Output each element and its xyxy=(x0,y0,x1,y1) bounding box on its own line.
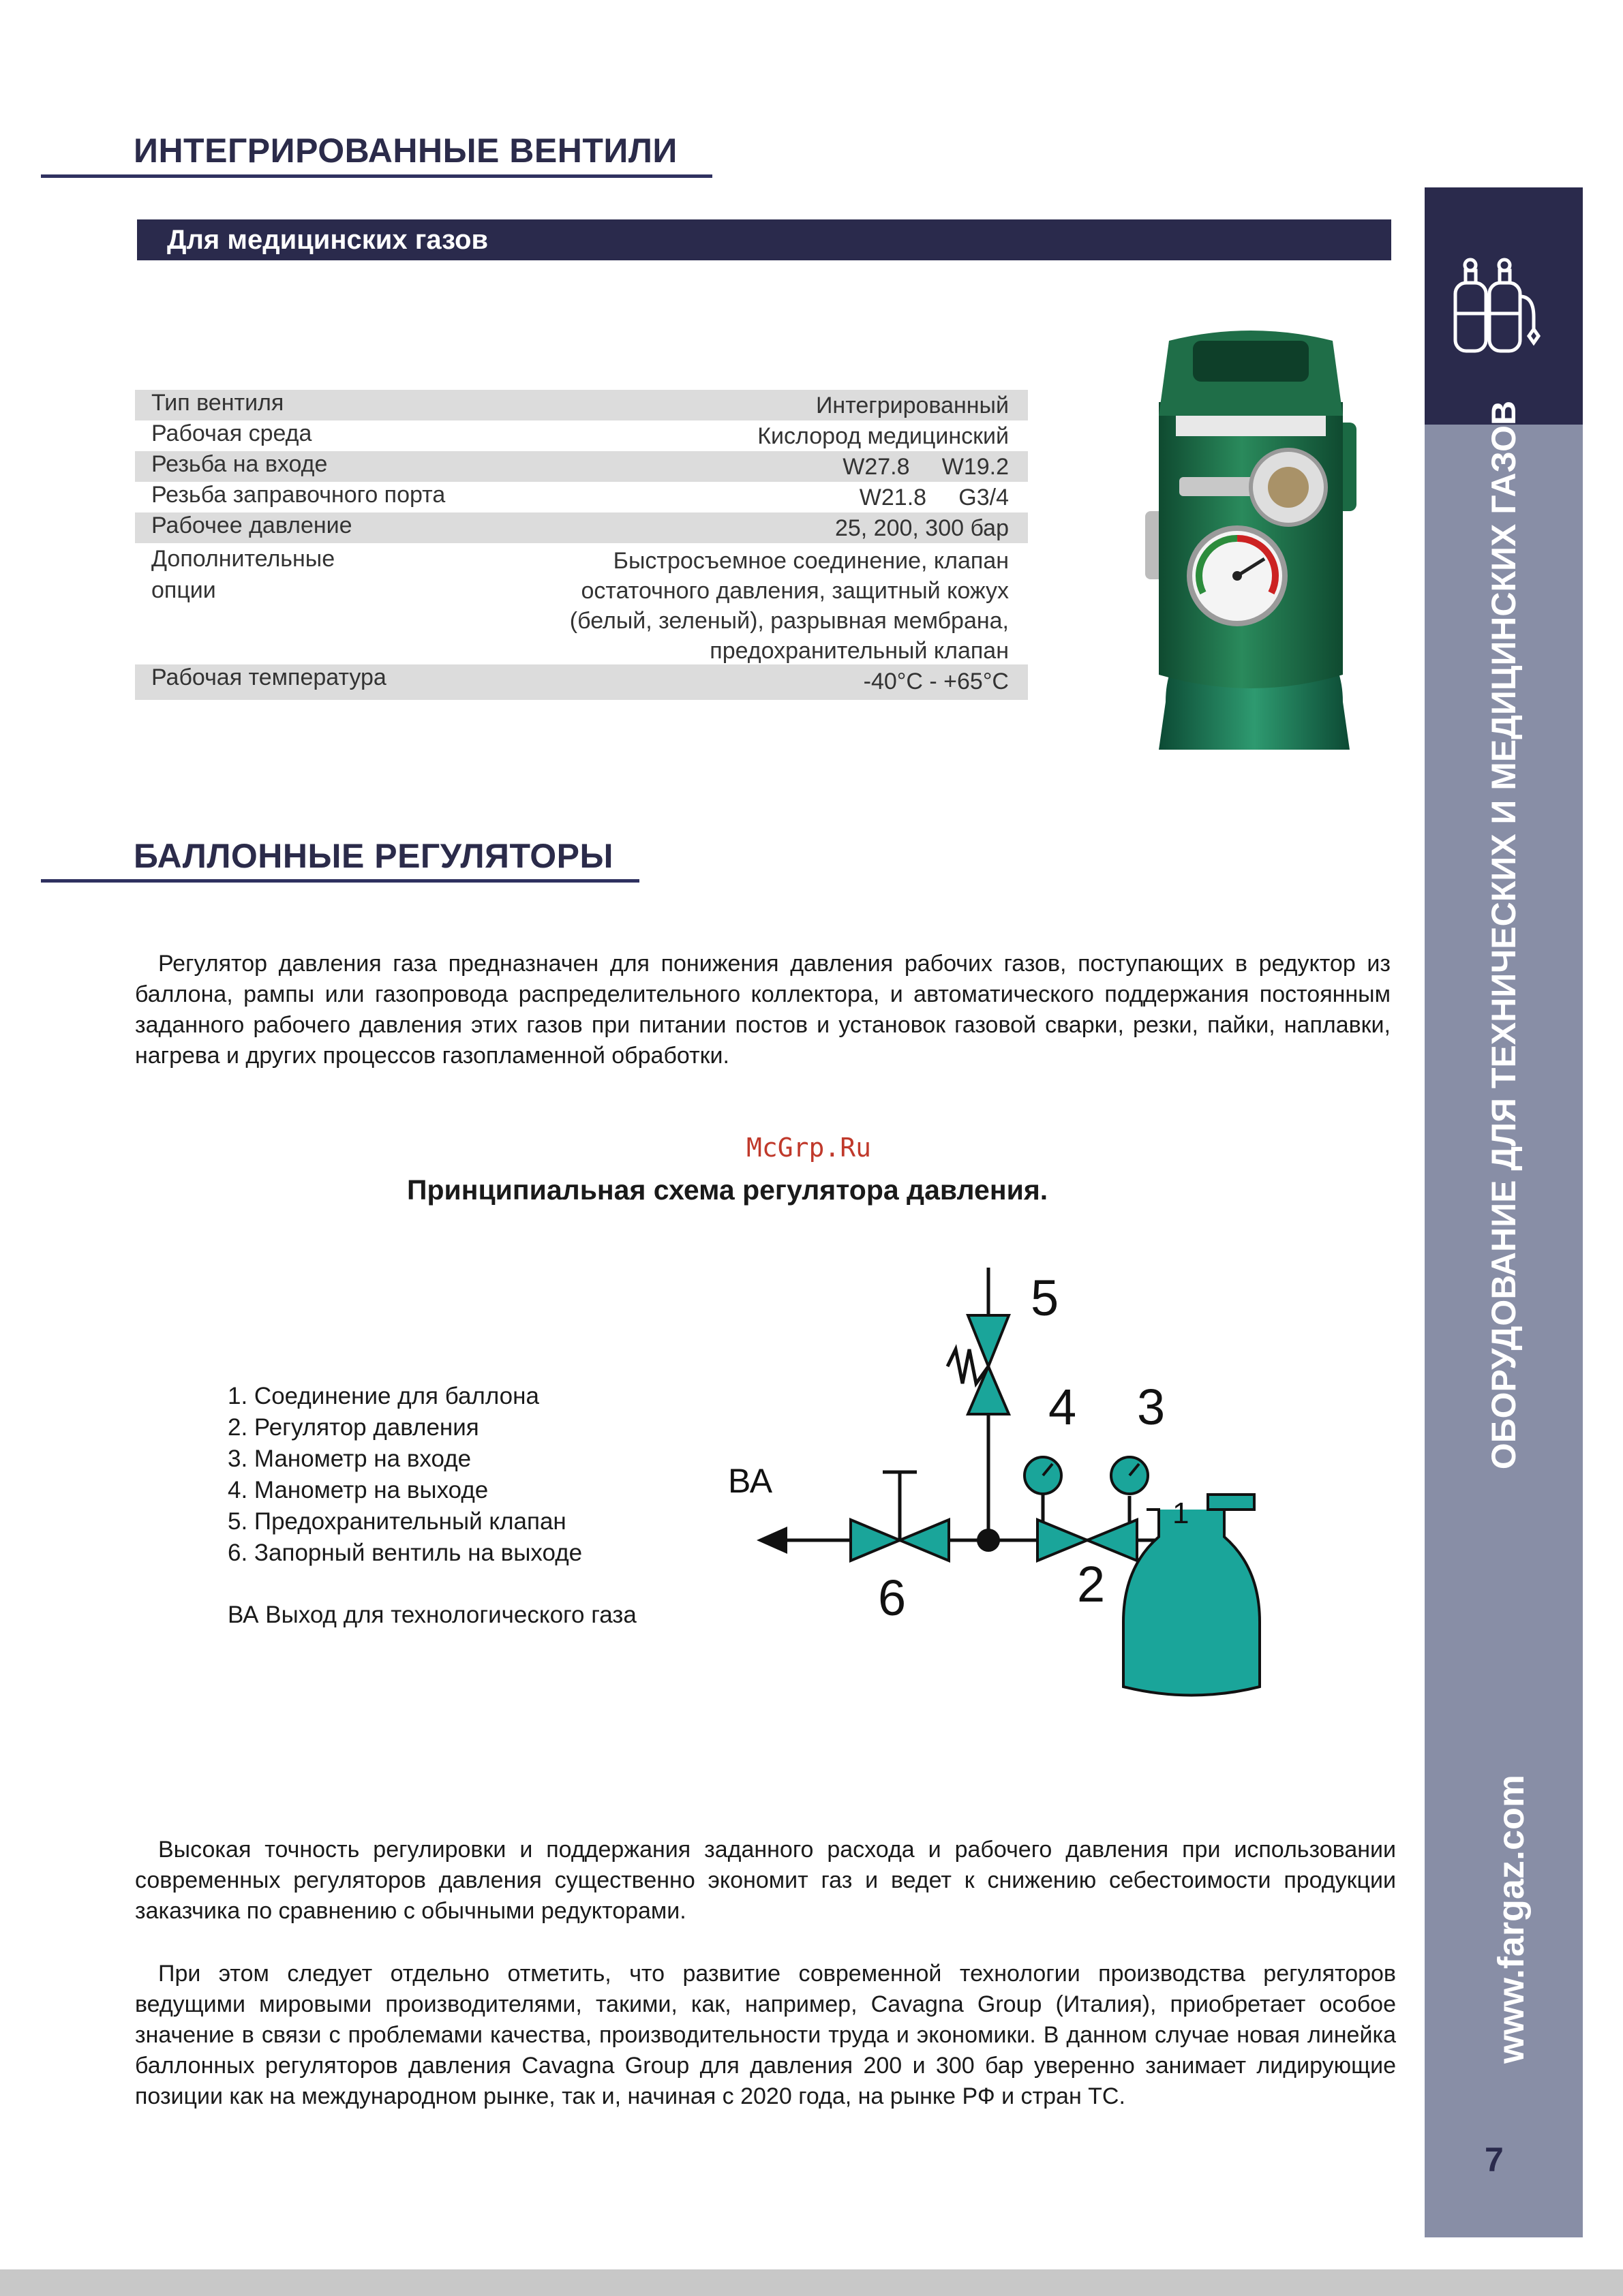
title-underline xyxy=(41,174,712,178)
valve-6-left xyxy=(851,1520,900,1561)
label-3: 3 xyxy=(1137,1379,1166,1435)
paragraph-text: Высокая точность регулировки и поддержания заданного расхода и рабочего давления при использовании современных регуляторов давления существенно экономит газ и ведет к снижению себестоимости продукции заказчика по сравнению с обычными редукторами. xyxy=(135,1837,1396,1924)
page-number: 7 xyxy=(1485,2141,1504,2179)
spec-value: -40°C - +65°C xyxy=(863,669,1009,694)
regulator-2-right xyxy=(1087,1520,1137,1561)
spec-value xyxy=(570,546,1009,666)
label-5: 5 xyxy=(1031,1270,1059,1326)
spec-row xyxy=(135,543,1028,664)
label-ba: ВА xyxy=(728,1462,773,1500)
spec-label-line: опции xyxy=(151,577,216,603)
label-6: 6 xyxy=(878,1570,907,1626)
spec-value-line: (белый, зеленый), разрывная мембрана, xyxy=(569,608,1009,634)
watermark: McGrp.Ru xyxy=(746,1133,872,1163)
spec-value-line: предохранительный клапан xyxy=(710,638,1009,664)
spec-row xyxy=(135,482,1028,512)
spec-row xyxy=(135,390,1028,420)
spec-label xyxy=(151,543,335,606)
spec-label: Резьба заправочного порта xyxy=(151,482,446,508)
intro-paragraph xyxy=(135,949,1391,1071)
pipe-junction xyxy=(977,1529,1000,1552)
legend-item: 5. Предохранительный клапан xyxy=(228,1508,566,1535)
section-title-valves: ИНТЕГРИРОВАННЫЕ ВЕНТИЛИ xyxy=(134,132,678,170)
gas-cylinder xyxy=(1123,1510,1260,1696)
spec-value: Кислород медицинский xyxy=(757,423,1009,449)
label-2: 2 xyxy=(1077,1556,1106,1612)
paragraph-cavagna xyxy=(135,1959,1396,2112)
spec-row xyxy=(135,512,1028,543)
legend-item: 6. Запорный вентиль на выходе xyxy=(228,1540,583,1566)
cylinder-cap xyxy=(1208,1495,1254,1510)
spec-row xyxy=(135,420,1028,451)
intro-text: Регулятор давления газа предназначен для понижения давления рабочих газов, поступающих в редуктор из баллона, рампы или газопровода распределительного коллектора, и автоматического поддержания постоянным заданного рабочего давления этих газов при питании постов и установок газовой сварки, резки, пайки, наплавки, нагрева и других процессов газопламенной обработки. xyxy=(135,951,1391,1069)
spec-label: Рабочая среда xyxy=(151,420,312,446)
spec-label: Резьба на входе xyxy=(151,451,328,477)
gas-cylinders-icon xyxy=(1445,256,1547,358)
label-1: 1 xyxy=(1172,1497,1189,1530)
legend-item: 2. Регулятор давления xyxy=(228,1414,479,1441)
legend-item: 3. Манометр на входе xyxy=(228,1445,472,1472)
label-4: 4 xyxy=(1048,1379,1077,1435)
diagram-title: Принципиальная схема регулятора давления. xyxy=(407,1174,1048,1206)
legend-item-ba: ВА Выход для технологического газа xyxy=(228,1602,637,1628)
spec-row xyxy=(135,664,1028,700)
valve-6-right xyxy=(900,1520,949,1561)
spec-value: W21.8 G3/4 xyxy=(859,485,1009,510)
safety-valve-5-top xyxy=(968,1315,1009,1366)
spec-value: Интегрированный xyxy=(815,393,1009,418)
spec-row xyxy=(135,451,1028,482)
integrated-valve-image xyxy=(1118,320,1377,750)
page-bottom-rule xyxy=(0,2269,1623,2296)
spec-label: Тип вентиля xyxy=(151,390,284,416)
spec-label-line: Дополнительные xyxy=(151,546,335,572)
legend-item: 1. Соединение для баллона xyxy=(228,1383,539,1409)
paragraph-text: При этом следует отдельно отметить, что развитие современной технологии производства регуляторов ведущими мировыми производителями, такими, как, например, Cavagna Group (Италия), приобретает особое значение в связи с проблемами качества, производительности труда и экономики. В данном случае новая линейка баллонных регуляторов давления Cavagna Group для давления 200 и 300 бар уверенно занимает лидирующие позиции как на международном рынке, так и, начиная с 2020 года, на рынке РФ и стран ТС. xyxy=(135,1961,1396,2109)
spec-value: W27.8 W19.2 xyxy=(843,454,1009,480)
regulator-schematic xyxy=(723,1268,1322,1731)
section-title-regulators: БАЛЛОННЫЕ РЕГУЛЯТОРЫ xyxy=(134,837,613,875)
spec-label: Рабочая температура xyxy=(151,664,386,690)
outlet-arrow xyxy=(757,1527,787,1554)
title-underline xyxy=(41,879,639,883)
spec-value-line: Быстросъемное соединение, клапан xyxy=(613,548,1009,574)
paragraph-accuracy xyxy=(135,1835,1396,1927)
spec-value-line: остаточного давления, защитный кожух xyxy=(581,578,1009,604)
sidebar-title: ОБОРУДОВАНИЕ ДЛЯ ТЕХНИЧЕСКИХ И МЕДИЦИНСКИХ ГАЗОВ xyxy=(1485,400,1523,1470)
spec-value: 25, 200, 300 бар xyxy=(834,515,1009,541)
diagram-legend xyxy=(228,1381,637,1631)
spec-label: Рабочее давление xyxy=(151,512,352,538)
sidebar-website: www.fargaz.com xyxy=(1491,1774,1532,2064)
regulator-2-left xyxy=(1037,1520,1087,1561)
subtitle-bar: Для медицинских газов xyxy=(137,219,1391,260)
legend-item: 4. Манометр на выходе xyxy=(228,1477,489,1503)
